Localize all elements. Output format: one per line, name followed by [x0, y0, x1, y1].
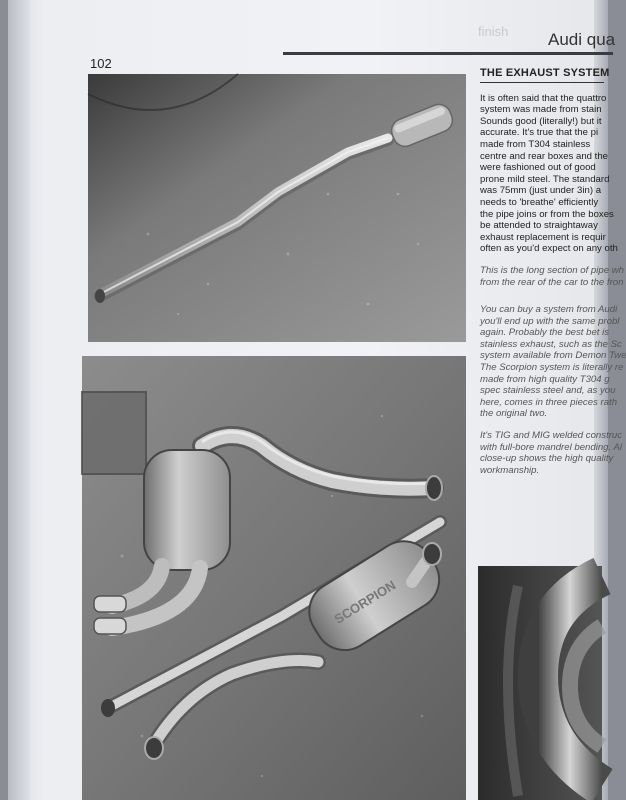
section-heading: THE EXHAUST SYSTEM — [480, 68, 604, 83]
body-line: were fashioned out of good — [480, 162, 596, 174]
caption-line: with full-bore mandrel bending. Al — [480, 441, 623, 453]
body-line: made from T304 stainless — [480, 138, 591, 150]
body-line: Sounds good (literally!) but it — [480, 115, 602, 127]
body-line: system was made from stain — [480, 104, 602, 116]
photo-weld-closeup — [478, 566, 602, 800]
photo-scorpion-system — [82, 356, 466, 800]
caption-line: from the rear of the car to the fron — [480, 276, 624, 288]
caption-line: close-up shows the high quality — [480, 453, 614, 465]
photo-long-pipe — [88, 74, 466, 342]
caption-line: stainless exhaust, such as the Sc — [480, 338, 622, 350]
caption-line: spec stainless steel and, as you — [480, 385, 616, 397]
photo2-caption — [480, 304, 626, 420]
caption-line: the original two. — [480, 408, 548, 420]
body-line: exhaust replacement is requir — [480, 231, 606, 243]
caption-line: You can buy a system from Audi — [480, 304, 618, 316]
header-rule — [283, 52, 613, 55]
caption-line: workmanship. — [480, 464, 540, 476]
body-paragraph — [480, 92, 618, 255]
body-line: the pipe joins or from the boxes — [480, 208, 614, 220]
weld-closeup-photo-image — [478, 566, 602, 800]
photo1-caption — [480, 264, 624, 288]
body-line: was 75mm (just under 3in) a — [480, 185, 602, 197]
caption-line: here, comes in three pieces rath — [480, 396, 618, 408]
page-gutter-shadow — [8, 0, 30, 800]
long-pipe-photo-image — [88, 74, 466, 342]
caption-line: It's TIG and MIG welded construc — [480, 430, 623, 442]
caption-line: The Scorpion system is literally re — [480, 362, 624, 374]
text-column — [480, 67, 626, 486]
running-header: Audi qua — [548, 30, 616, 49]
body-line: It is often said that the quattro — [480, 92, 607, 104]
body-line: accurate. It's true that the pi — [480, 127, 599, 139]
caption-line: This is the long section of pipe wh — [480, 264, 624, 276]
body-line: needs to 'breathe' efficiently — [480, 196, 599, 208]
scorpion-system-photo-image — [82, 356, 466, 800]
page-number: 102 — [90, 56, 112, 71]
caption-line: system available from Demon Twe — [480, 350, 626, 362]
silencer-brand-text: SCORPION — [331, 577, 399, 627]
ghost-header: finish — [478, 24, 509, 39]
caption-line: made from high quality T304 g — [480, 373, 610, 385]
caption-line: you'll end up with the same probl — [480, 315, 620, 327]
body-line: be attended to straightaway — [480, 220, 598, 232]
body-line: centre and rear boxes and the — [480, 150, 609, 162]
body-line: often as you'd expect on any oth — [480, 243, 618, 255]
photo3-caption — [480, 430, 623, 476]
body-line: prone mild steel. The standard — [480, 173, 610, 185]
caption-line: again. Probably the best bet is — [480, 327, 610, 339]
